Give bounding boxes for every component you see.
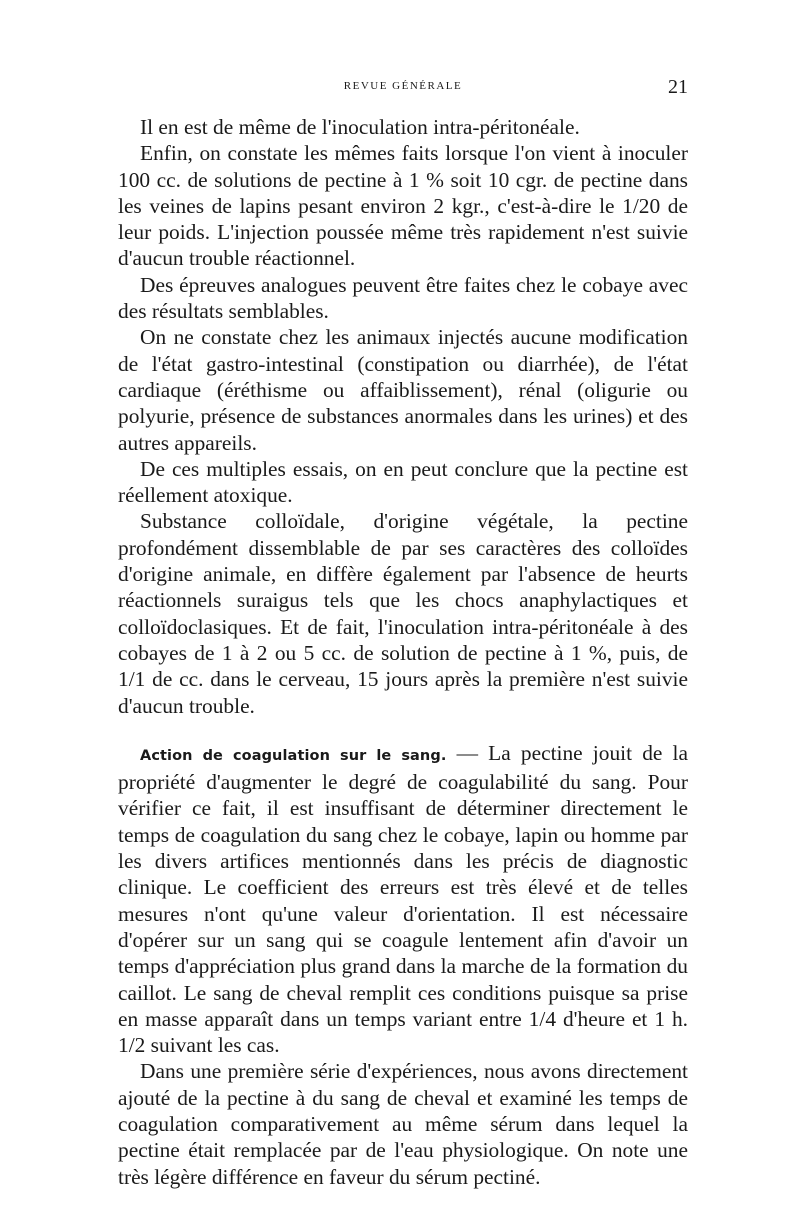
paragraph-premiere-serie: Dans une première série d'expériences, nous avons directement ajouté de la pectine à du sang de cheval et examiné les temps de coagulation comparativement au même sérum dans lequel la pectine était remplacée par de l'eau physiologique. On note une très légère différence en faveur du sérum pectiné. [118, 1059, 688, 1189]
paragraph-substance-colloidale: Substance colloïdale, d'origine végétale, la pectine profondément dissemblable de par ses caractères des colloïdes d'origine animale, en diffère également par l'absence de heurts réactionnels suraigus tels que les chocs anaphylactiques et colloïdoclasiques. Et de fait, l'inoculation intra-péritonéale à des cobayes de 1 à 2 ou 5 cc. de solution de pectine à 1 %, puis, de 1/1 de cc. dans le cerveau, 15 jours après la première n'est suivie d'aucun trouble. [118, 509, 688, 718]
section-heading: Action de coagulation sur le sang. [140, 747, 447, 764]
section-coagulation-paragraph [118, 740, 688, 1059]
page-number: 21 [668, 76, 688, 98]
body-text [118, 114, 688, 1190]
paragraph-absence-modification: On ne constate chez les animaux injectés aucune modification de l'état gastro-intestinal (constipation ou diarrhée), de l'état cardiaque (éréthisme ou affaiblissement), rénal (oligurie ou polyurie, présence de substances anormales dans les urines) et des autres appareils. [118, 325, 688, 455]
section-lead-text: — La pectine jouit de la propriété d'augmenter le degré de coagulabilité du sang. Pour vérifier ce fait, il est insuffisant de déterminer directement le temps de coagulation du sang chez le cobaye, lapin ou homme par les divers artifices mentionnés dans les précis de diagnostic clinique. Le coefficient des erreurs est très élevé et de telles mesures n'ont qu'une valeur d'orientation. Il est nécessaire d'opérer sur un sang qui se coagule lentement afin d'avoir un temps d'appréciation plus grand dans la marche de la formation du caillot. Le sang de cheval remplit ces conditions puisque sa prise en masse apparaît dans un temps variant entre 1/4 d'heure et 1 h. 1/2 suivant les cas. [118, 740, 688, 1058]
page-header [118, 76, 688, 100]
section-spacer [118, 719, 688, 740]
running-title: REVUE GÉNÉRALE [343, 80, 463, 92]
paragraph-inoculation-intraperitoneale: Il en est de même de l'inoculation intra-péritonéale. [140, 115, 580, 139]
paragraph-conclusion-atoxique: De ces multiples essais, on en peut conclure que la pectine est réellement atoxique. [118, 456, 688, 508]
paragraph-injection-veineuse: Enfin, on constate les mêmes faits lorsque l'on vient à inoculer 100 cc. de solutions de pectine à 1 % soit 10 cgr. de pectine dans les veines de lapins pesant environ 2 kgr., c'est-à-dire le 1/20 de leur poids. L'injection poussée même très rapidement n'est suivie d'aucun trouble réactionnel. [118, 141, 688, 271]
paragraph-epreuves-cobaye: Des épreuves analogues peuvent être faites chez le cobaye avec des résultats semblables. [118, 272, 688, 324]
